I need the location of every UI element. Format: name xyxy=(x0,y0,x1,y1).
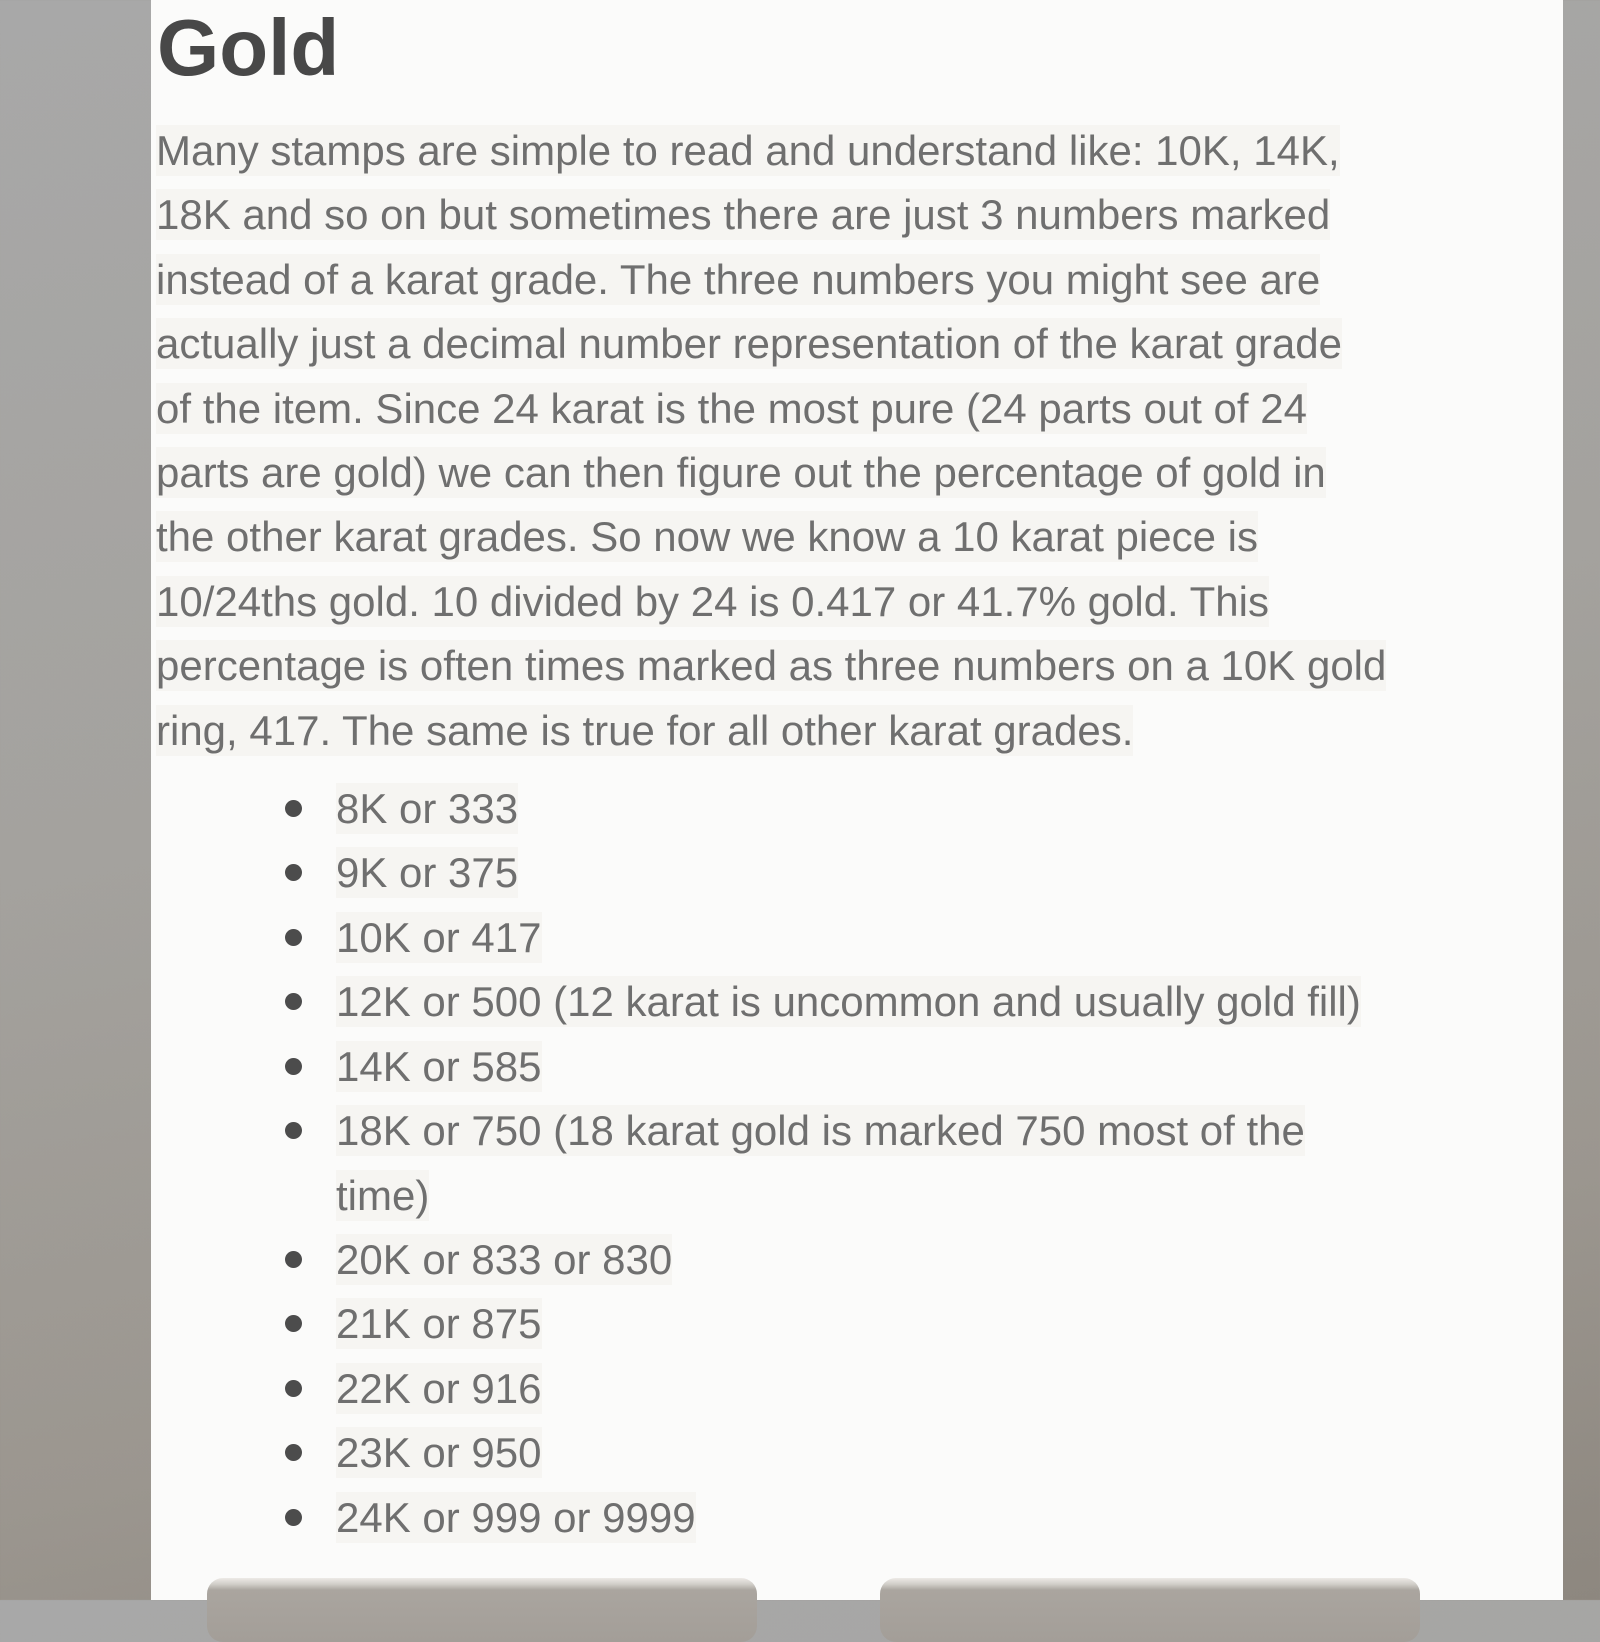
karat-list-item xyxy=(151,1099,1563,1163)
paragraph-line xyxy=(156,377,1563,441)
karat-list xyxy=(151,777,1563,1550)
bullet-icon xyxy=(285,1315,302,1332)
bullet-icon xyxy=(285,800,302,817)
karat-list-item xyxy=(151,1421,1563,1485)
karat-list-item xyxy=(151,906,1563,970)
karat-list-item-text: 23K or 950 xyxy=(336,1429,542,1477)
karat-list-item-text: 10K or 417 xyxy=(336,913,542,961)
paragraph-line xyxy=(156,441,1563,505)
karat-list-item xyxy=(151,841,1563,905)
paragraph-line xyxy=(156,634,1563,698)
bullet-icon xyxy=(285,1251,302,1268)
karat-list-item xyxy=(151,970,1563,1034)
bullet-icon xyxy=(285,1380,302,1397)
paragraph-line xyxy=(156,312,1563,376)
bullet-icon xyxy=(285,1122,302,1139)
bullet-icon xyxy=(285,1444,302,1461)
article-panel xyxy=(151,0,1563,1600)
karat-list-item xyxy=(151,1292,1563,1356)
karat-list-item-text: 21K or 875 xyxy=(336,1300,542,1348)
paragraph-line-text: 18K and so on but sometimes there are just 3 numbers marked xyxy=(156,191,1331,239)
paragraph-line-text: of the item. Since 24 karat is the most pure (24 parts out of 24 xyxy=(156,384,1307,432)
paragraph-line xyxy=(156,570,1563,634)
paragraph-line-text: 10/24ths gold. 10 divided by 24 is 0.417 or 41.7% gold. This xyxy=(156,577,1269,625)
karat-list-item-text: 8K or 333 xyxy=(336,785,519,833)
karat-list-item xyxy=(151,1164,1563,1228)
bullet-icon xyxy=(285,929,302,946)
paragraph-line xyxy=(156,248,1563,312)
karat-list-item-text: 9K or 375 xyxy=(336,849,519,897)
footer-button-right[interactable] xyxy=(880,1578,1420,1642)
paragraph-line-text: actually just a decimal number representation of the karat grade xyxy=(156,320,1342,368)
paragraph-line-text: Many stamps are simple to read and understand like: 10K, 14K, xyxy=(156,127,1340,174)
intro-paragraph xyxy=(156,119,1563,763)
paragraph-line xyxy=(156,119,1563,183)
karat-list-item xyxy=(151,1035,1563,1099)
karat-list-item-text: 14K or 585 xyxy=(336,1042,542,1090)
paragraph-line-text: percentage is often times marked as three numbers on a 10K gold xyxy=(156,642,1387,690)
karat-list-item xyxy=(151,1486,1563,1550)
karat-list-item-text: 12K or 500 (12 karat is uncommon and usually gold fill) xyxy=(336,978,1361,1026)
karat-list-item xyxy=(151,1357,1563,1421)
paragraph-line-text: instead of a karat grade. The three numbers you might see are xyxy=(156,255,1321,303)
paragraph-line-text: parts are gold) we can then figure out the percentage of gold in xyxy=(156,449,1326,497)
paragraph-line-text: ring, 417. The same is true for all other karat grades. xyxy=(156,706,1134,754)
karat-list-item-text: time) xyxy=(336,1171,430,1219)
bullet-icon xyxy=(285,864,302,881)
karat-list-item-text: 18K or 750 (18 karat gold is marked 750 most of the xyxy=(336,1107,1305,1155)
page-title: Gold xyxy=(157,3,340,92)
karat-list-item-text: 24K or 999 or 9999 xyxy=(336,1493,696,1541)
karat-list-item-text: 20K or 833 or 830 xyxy=(336,1235,673,1283)
paragraph-line xyxy=(156,699,1563,763)
paragraph-line-text: the other karat grades. So now we know a 10 karat piece is xyxy=(156,513,1258,561)
footer-button-left[interactable] xyxy=(207,1578,757,1642)
bullet-icon xyxy=(285,1509,302,1526)
karat-list-item-text: 22K or 916 xyxy=(336,1364,542,1412)
bullet-icon xyxy=(285,993,302,1010)
paragraph-line xyxy=(156,183,1563,247)
karat-list-item xyxy=(151,777,1563,841)
karat-list-item xyxy=(151,1228,1563,1292)
bullet-icon xyxy=(285,1058,302,1075)
paragraph-line xyxy=(156,505,1563,569)
